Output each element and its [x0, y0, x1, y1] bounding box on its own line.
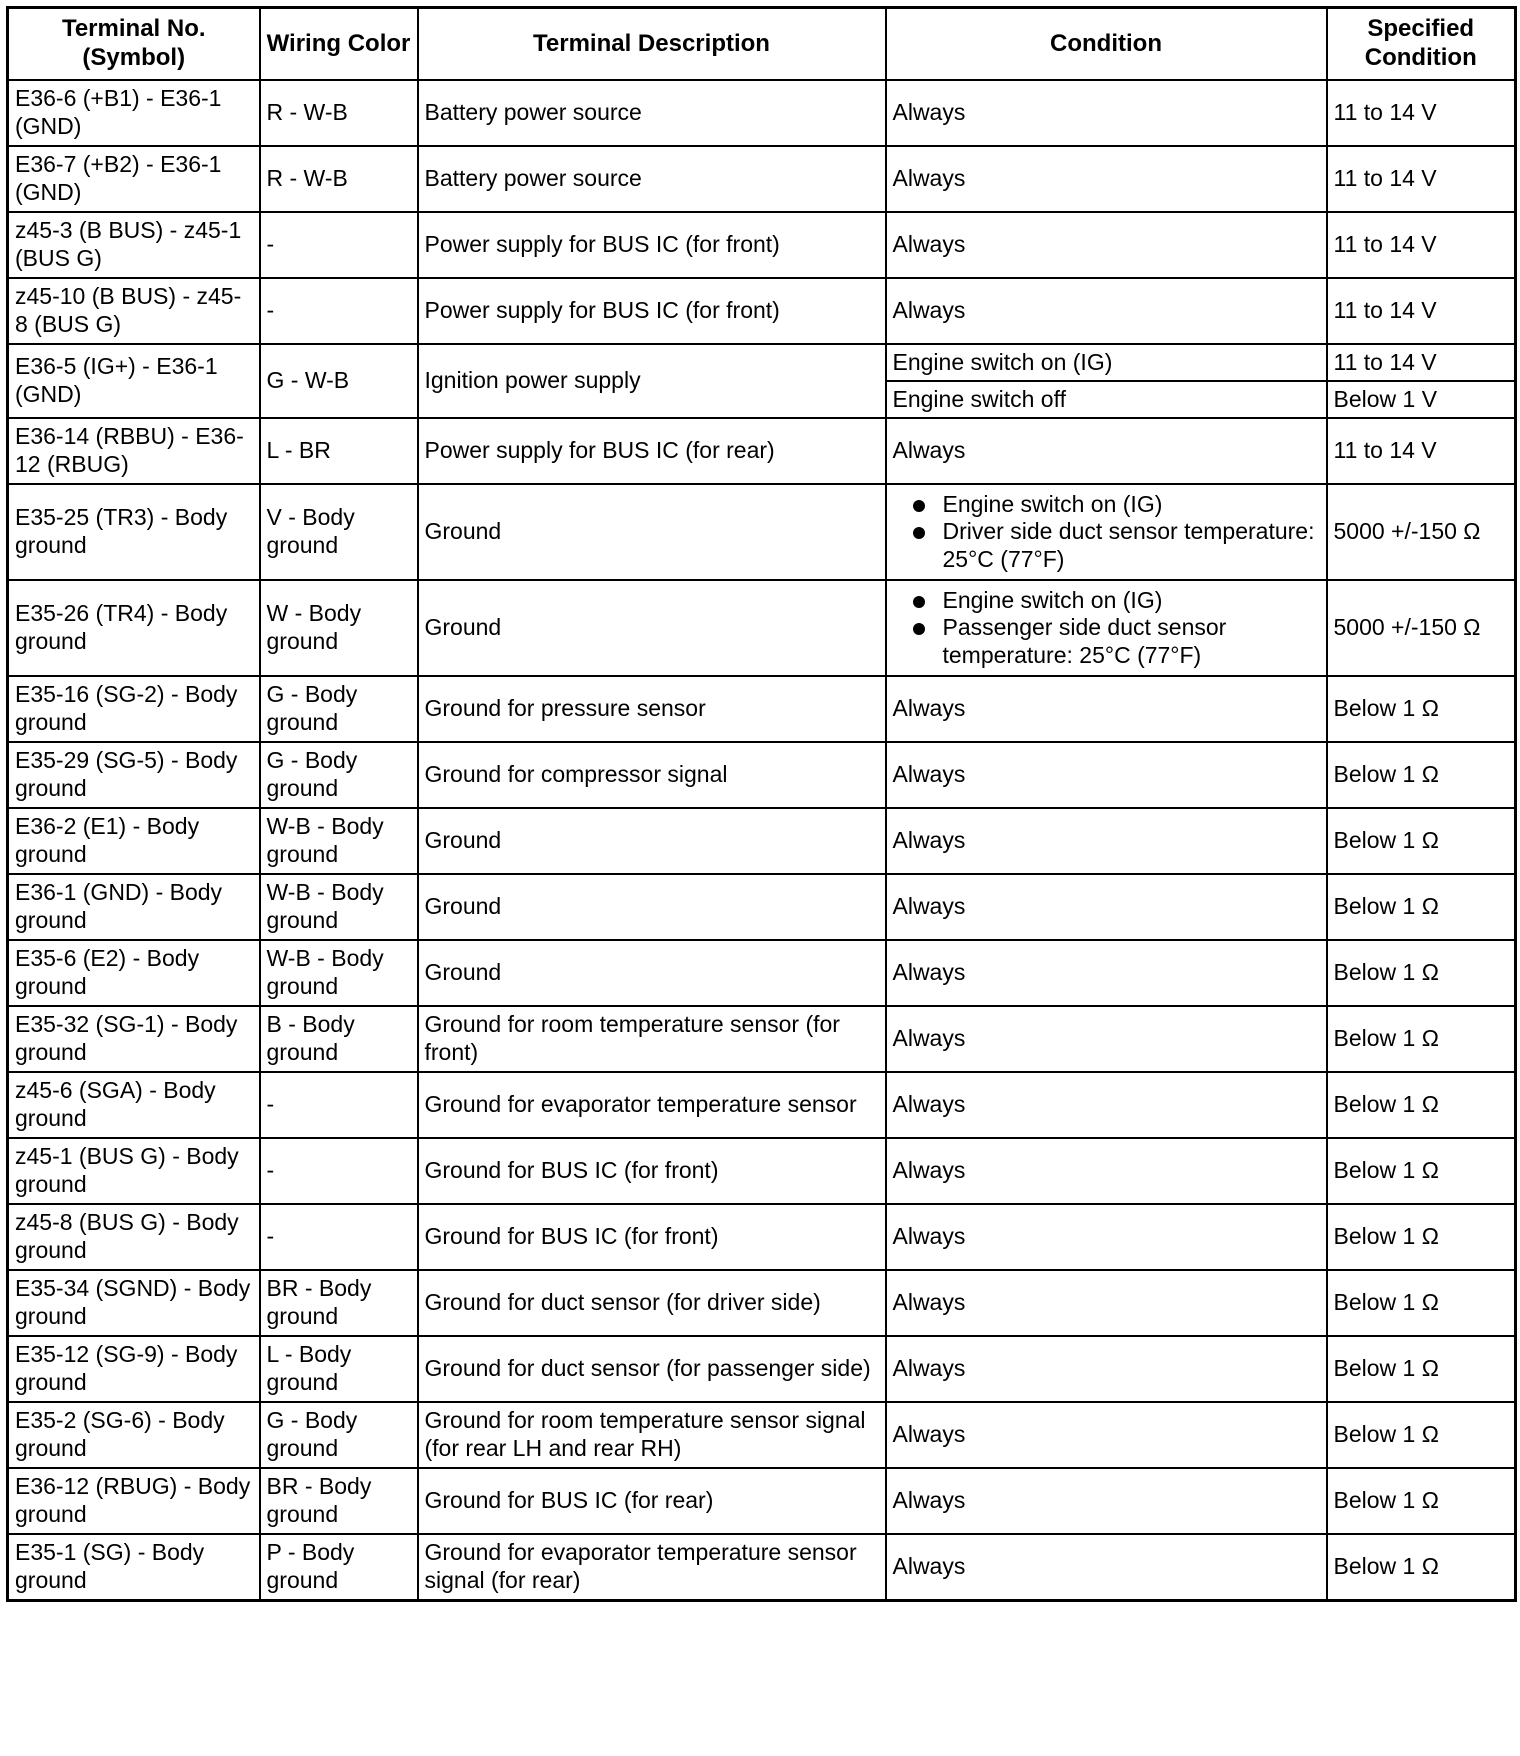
cell-wiring: W - Body ground	[260, 580, 418, 676]
cell-condition: Always	[886, 212, 1327, 278]
cell-description: Ground for evaporator temperature sensor signal (for rear)	[418, 1534, 886, 1600]
cell-wiring: R - W-B	[260, 146, 418, 212]
cell-condition: Always	[886, 940, 1327, 1006]
table-row	[8, 808, 1516, 874]
condition-bullet-list	[893, 491, 1320, 574]
cell-condition: Always	[886, 418, 1327, 484]
cell-description: Power supply for BUS IC (for rear)	[418, 418, 886, 484]
cell-condition: Always	[886, 1336, 1327, 1402]
cell-condition	[886, 580, 1327, 676]
table-row	[8, 1138, 1516, 1204]
cell-specified: Below 1 Ω	[1327, 1336, 1516, 1402]
cell-terminal: E35-1 (SG) - Body ground	[8, 1534, 260, 1600]
cell-condition: Always	[886, 1468, 1327, 1534]
cell-description: Ground	[418, 580, 886, 676]
cell-wiring: R - W-B	[260, 80, 418, 146]
cell-condition: Always	[886, 676, 1327, 742]
cell-wiring: -	[260, 278, 418, 344]
cell-condition: Always	[886, 80, 1327, 146]
cell-description: Ground for evaporator temperature sensor	[418, 1072, 886, 1138]
cell-specified: Below 1 Ω	[1327, 808, 1516, 874]
cell-wiring: G - Body ground	[260, 1402, 418, 1468]
table-row	[8, 742, 1516, 808]
condition-bullet: Engine switch on (IG)	[893, 491, 1320, 519]
table-row	[8, 580, 1516, 676]
cell-terminal: E35-2 (SG-6) - Body ground	[8, 1402, 260, 1468]
cell-condition: Always	[886, 1402, 1327, 1468]
cell-wiring: B - Body ground	[260, 1006, 418, 1072]
cell-description: Ground for pressure sensor	[418, 676, 886, 742]
cell-condition: Always	[886, 808, 1327, 874]
cell-terminal: E36-6 (+B1) - E36-1 (GND)	[8, 80, 260, 146]
table-row	[8, 1204, 1516, 1270]
cell-wiring: -	[260, 1204, 418, 1270]
cell-wiring: W-B - Body ground	[260, 874, 418, 940]
cell-description: Ground for duct sensor (for passenger side)	[418, 1336, 886, 1402]
cell-condition: Always	[886, 278, 1327, 344]
cell-terminal: E36-2 (E1) - Body ground	[8, 808, 260, 874]
cell-condition	[886, 484, 1327, 580]
cell-description: Ground for BUS IC (for front)	[418, 1138, 886, 1204]
cell-specified: Below 1 Ω	[1327, 1138, 1516, 1204]
cell-description: Battery power source	[418, 80, 886, 146]
cell-wiring: BR - Body ground	[260, 1468, 418, 1534]
cell-specified: Below 1 Ω	[1327, 742, 1516, 808]
terminal-spec-table-container	[6, 6, 1514, 1602]
table-row	[8, 676, 1516, 742]
cell-terminal: E36-7 (+B2) - E36-1 (GND)	[8, 146, 260, 212]
cell-description: Ground for duct sensor (for driver side)	[418, 1270, 886, 1336]
cell-wiring: -	[260, 212, 418, 278]
cell-condition: Always	[886, 1534, 1327, 1600]
cell-terminal: z45-10 (B BUS) - z45-8 (BUS G)	[8, 278, 260, 344]
cell-specified: 11 to 14 V	[1327, 344, 1516, 381]
condition-bullet: Driver side duct sensor temperature: 25°C (77°F)	[893, 518, 1320, 573]
cell-terminal: E36-12 (RBUG) - Body ground	[8, 1468, 260, 1534]
condition-bullet-list	[893, 587, 1320, 670]
cell-specified: Below 1 Ω	[1327, 1534, 1516, 1600]
cell-specified: Below 1 Ω	[1327, 1402, 1516, 1468]
table-row	[8, 1336, 1516, 1402]
cell-terminal: z45-8 (BUS G) - Body ground	[8, 1204, 260, 1270]
cell-terminal: E35-34 (SGND) - Body ground	[8, 1270, 260, 1336]
cell-wiring: G - W-B	[260, 344, 418, 418]
table-row	[8, 80, 1516, 146]
table-row	[8, 278, 1516, 344]
cell-description: Battery power source	[418, 146, 886, 212]
cell-terminal: E35-26 (TR4) - Body ground	[8, 580, 260, 676]
table-row	[8, 874, 1516, 940]
table-row	[8, 1468, 1516, 1534]
header-terminal: Terminal No. (Symbol)	[8, 8, 260, 81]
cell-specified: 11 to 14 V	[1327, 80, 1516, 146]
cell-terminal: z45-1 (BUS G) - Body ground	[8, 1138, 260, 1204]
cell-condition: Always	[886, 1006, 1327, 1072]
cell-terminal: E35-32 (SG-1) - Body ground	[8, 1006, 260, 1072]
cell-specified: Below 1 Ω	[1327, 1006, 1516, 1072]
table-row	[8, 344, 1516, 381]
cell-terminal: E36-1 (GND) - Body ground	[8, 874, 260, 940]
cell-wiring: L - BR	[260, 418, 418, 484]
cell-terminal: E35-16 (SG-2) - Body ground	[8, 676, 260, 742]
cell-condition: Always	[886, 1072, 1327, 1138]
cell-terminal: E35-29 (SG-5) - Body ground	[8, 742, 260, 808]
cell-specified: Below 1 Ω	[1327, 1270, 1516, 1336]
cell-description: Ground	[418, 940, 886, 1006]
cell-condition: Engine switch off	[886, 381, 1327, 418]
cell-specified: 11 to 14 V	[1327, 418, 1516, 484]
header-specified-condition: Specified Condition	[1327, 8, 1516, 81]
cell-condition: Always	[886, 1270, 1327, 1336]
cell-terminal: E35-6 (E2) - Body ground	[8, 940, 260, 1006]
cell-wiring: G - Body ground	[260, 676, 418, 742]
cell-wiring: -	[260, 1072, 418, 1138]
table-row	[8, 418, 1516, 484]
cell-condition: Always	[886, 1138, 1327, 1204]
cell-terminal: E35-12 (SG-9) - Body ground	[8, 1336, 260, 1402]
cell-specified: Below 1 V	[1327, 381, 1516, 418]
cell-terminal: z45-3 (B BUS) - z45-1 (BUS G)	[8, 212, 260, 278]
cell-description: Power supply for BUS IC (for front)	[418, 278, 886, 344]
cell-specified: Below 1 Ω	[1327, 874, 1516, 940]
cell-wiring: P - Body ground	[260, 1534, 418, 1600]
table-row	[8, 484, 1516, 580]
cell-condition: Always	[886, 1204, 1327, 1270]
cell-description: Ground for BUS IC (for front)	[418, 1204, 886, 1270]
table-row	[8, 146, 1516, 212]
cell-specified: Below 1 Ω	[1327, 1072, 1516, 1138]
table-row	[8, 1072, 1516, 1138]
cell-wiring: W-B - Body ground	[260, 808, 418, 874]
header-row	[8, 8, 1516, 81]
cell-specified: 5000 +/-150 Ω	[1327, 484, 1516, 580]
cell-description: Power supply for BUS IC (for front)	[418, 212, 886, 278]
cell-description: Ground	[418, 484, 886, 580]
table-row	[8, 212, 1516, 278]
table-row	[8, 1270, 1516, 1336]
cell-wiring: -	[260, 1138, 418, 1204]
cell-condition: Engine switch on (IG)	[886, 344, 1327, 381]
table-row	[8, 1534, 1516, 1600]
cell-terminal: E36-14 (RBBU) - E36-12 (RBUG)	[8, 418, 260, 484]
cell-terminal: z45-6 (SGA) - Body ground	[8, 1072, 260, 1138]
cell-specified: 5000 +/-150 Ω	[1327, 580, 1516, 676]
cell-terminal: E36-5 (IG+) - E36-1 (GND)	[8, 344, 260, 418]
cell-condition: Always	[886, 742, 1327, 808]
cell-specified: Below 1 Ω	[1327, 676, 1516, 742]
table-row	[8, 940, 1516, 1006]
header-wiring-color: Wiring Color	[260, 8, 418, 81]
cell-wiring: G - Body ground	[260, 742, 418, 808]
terminal-spec-table	[6, 6, 1517, 1602]
cell-description: Ground for room temperature sensor (for front)	[418, 1006, 886, 1072]
cell-description: Ignition power supply	[418, 344, 886, 418]
cell-condition: Always	[886, 874, 1327, 940]
table-row	[8, 1402, 1516, 1468]
cell-specified: Below 1 Ω	[1327, 1204, 1516, 1270]
cell-specified: 11 to 14 V	[1327, 278, 1516, 344]
cell-description: Ground for compressor signal	[418, 742, 886, 808]
cell-description: Ground for room temperature sensor signal (for rear LH and rear RH)	[418, 1402, 886, 1468]
condition-bullet: Passenger side duct sensor temperature: 25°C (77°F)	[893, 614, 1320, 669]
cell-wiring: V - Body ground	[260, 484, 418, 580]
cell-description: Ground for BUS IC (for rear)	[418, 1468, 886, 1534]
cell-description: Ground	[418, 808, 886, 874]
condition-bullet: Engine switch on (IG)	[893, 587, 1320, 615]
cell-terminal: E35-25 (TR3) - Body ground	[8, 484, 260, 580]
cell-specified: Below 1 Ω	[1327, 1468, 1516, 1534]
header-terminal-description: Terminal Description	[418, 8, 886, 81]
cell-wiring: L - Body ground	[260, 1336, 418, 1402]
header-condition: Condition	[886, 8, 1327, 81]
cell-specified: Below 1 Ω	[1327, 940, 1516, 1006]
table-row	[8, 1006, 1516, 1072]
cell-wiring: W-B - Body ground	[260, 940, 418, 1006]
cell-specified: 11 to 14 V	[1327, 212, 1516, 278]
cell-condition: Always	[886, 146, 1327, 212]
cell-description: Ground	[418, 874, 886, 940]
cell-specified: 11 to 14 V	[1327, 146, 1516, 212]
cell-wiring: BR - Body ground	[260, 1270, 418, 1336]
